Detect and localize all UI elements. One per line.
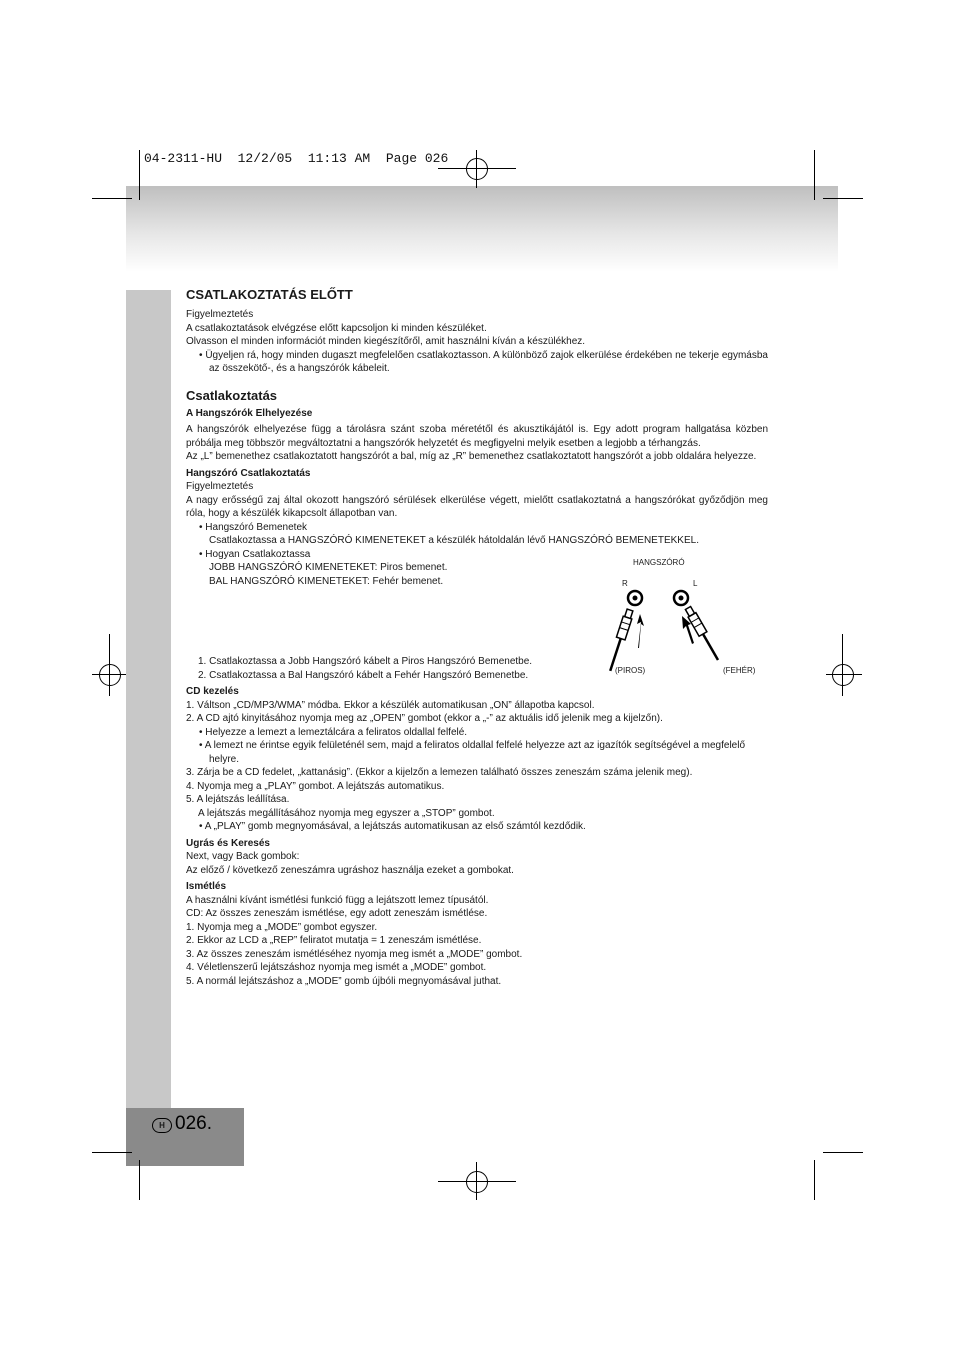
warning-label: Figyelmeztetés [186, 309, 254, 320]
figure-title: HANGSZÓRÓ [633, 558, 685, 567]
bullet-item: • Hogyan Csatlakoztassa [199, 548, 311, 560]
paragraph: A használni kívánt ismétlési funkció függ a lejátszott lemez típusától. [186, 894, 489, 906]
subsection-title-skip: Ugrás és Keresés [186, 837, 270, 849]
numbered-step: 5. A normál lejátszáshoz a „MODE” gomb újbóli megnyomásával juthat. [186, 975, 502, 987]
section-title-before-connecting: CSATLAKOZTATÁS ELŐTT [186, 287, 353, 302]
numbered-step: 5. A lejátszás leállítása. [186, 794, 290, 805]
numbered-step: 3. Zárja be a CD fedelet, „kattanásig”. (Ekkor a kijelzőn a lemezen található összes zeneszám száma jelenik meg). [186, 767, 693, 778]
subsection-title-repeat: Ismétlés [186, 881, 227, 892]
numbered-step: 2. Csatlakoztassa a Bal Hangszóró kábelt a Fehér Hangszóró Bemenetbe. [198, 669, 529, 681]
numbered-step: 1. Nyomja meg a „MODE” gombot egyszer. [186, 921, 378, 933]
r-plug-icon [606, 609, 634, 673]
header-gradient-band [126, 186, 838, 272]
arrow-up-icon [637, 614, 644, 648]
bullet-item: • A „PLAY” gomb megnyomásával, a lejátszás automatikusan az első számtól kezdődik. [199, 821, 586, 832]
paragraph: Olvasson el minden információt minden kiegészítőről, amit használni kíván a készülékhez. [186, 336, 586, 347]
paragraph: CD: Az összes zeneszám ismétlése, egy adott zeneszám ismétlése. [186, 908, 488, 919]
figure-caption-red: (PIROS) [615, 666, 646, 675]
bullet-item: • A lemezt ne érintse egyik felületénél sem, majd a feliratos oldallal felfelé helyezze azt az igazítók segítségével a megfelelő helyre. [199, 740, 746, 765]
rca-plugs-illustration [588, 552, 778, 680]
numbered-step: 3. Az összes zeneszám ismétléséhez nyomja meg ismét a „MODE” gombot. [186, 948, 523, 960]
numbered-step: 1. Csatlakoztassa a Jobb Hangszóró kábelt a Piros Hangszóró Bemenetbe. [198, 656, 533, 667]
subsection-title: A Hangszórók Elhelyezése [186, 407, 313, 419]
figure-letter-l: L [693, 579, 698, 588]
paragraph: A nagy erősségű zaj által okozott hangszóró sérülések elkerülése végett, mielőtt csatlakoztatná a hangszórókat győződjön meg róla, hogy a készülék kikapcsolt állapotban van. [186, 494, 768, 519]
numbered-step: 2. Ekkor az LCD a „REP” feliratot mutatja = 1 zeneszám ismétlése. [186, 935, 482, 946]
paragraph: A csatlakoztatások elvégzése előtt kapcsoljon ki minden készüléket. [186, 322, 487, 334]
bullet-detail: JOBB HANGSZÓRÓ KIMENETEKET: Piros bemenet. [209, 562, 448, 573]
paragraph: Next, vagy Back gombok: [186, 851, 300, 862]
numbered-step: 2. A CD ajtó kinyitásához nyomja meg az „OPEN” gombot (ekkor a „-” az aktuális idő jelenik meg a kijelzőn). [186, 713, 663, 724]
numbered-step: 4. Véletlenszerű lejátszáshoz nyomja meg ismét a „MODE” gombot. [186, 962, 487, 973]
figure-letter-r: R [622, 579, 628, 588]
speaker-connection-figure [588, 552, 778, 680]
subsection-title-cd: CD kezelés [186, 686, 239, 697]
step-detail: A lejátszás megállításához nyomja meg egyszer a „STOP” gombot. [198, 807, 495, 819]
numbered-step: 1. Váltson „CD/MP3/WMA” módba. Ekkor a készülék automatikusan „ON” állapotba kapcsol. [186, 699, 595, 711]
side-gray-strip [126, 290, 171, 1166]
bullet-item: • Ügyeljen rá, hogy minden dugaszt megfelelően csatlakoztasson. A különböző zajok elkerülése érdekében ne tekerje egymásba az összekötő-, és a hangszórók kábeleit. [199, 349, 768, 374]
bullet-detail: Csatlakoztassa a HANGSZÓRÓ KIMENETEKET a készülék hátoldalán lévő HANGSZÓRÓ BEMENETEKKEL. [209, 535, 699, 546]
paragraph: A hangszórók elhelyezése függ a tárolásra szánt szoba méretétől és akusztikájától is. Egy adott program hallgatása közben próbálja meg többször megváltoztatni a hangszórók helyzetét és megfigyelni melyik esetben a legjobb a térhangzás. [186, 424, 768, 449]
bullet-item: • Helyezze a lemezt a lemeztálcára a feliratos oldallal felfelé. [199, 726, 468, 738]
bullet-item: • Hangszóró Bemenetek [199, 521, 308, 533]
numbered-step: 4. Nyomja meg a „PLAY” gombot. A lejátszás automatikus. [186, 780, 445, 792]
bullet-detail: BAL HANGSZÓRÓ KIMENETEKET: Fehér bemenet. [209, 575, 444, 587]
language-badge-icon: H [152, 1118, 172, 1133]
paragraph: Az „L” bemenethez csatlakoztatott hangszórót a bal, míg az „R” bemenethez csatlakoztatott hangszórót a jobb oldalára helyezze. [186, 451, 757, 462]
figure-caption-white: (FEHÉR) [723, 666, 756, 675]
subsection-title: Hangszóró Csatlakoztatás [186, 467, 311, 479]
print-slug: 04-2311-HU 12/2/05 11:13 AM Page 026 [144, 151, 449, 166]
page-number: 026. [175, 1113, 212, 1134]
paragraph: Az előző / következő zeneszámra ugráshoz használja ezeket a gombokat. [186, 864, 514, 876]
warning-label: Figyelmeztetés [186, 481, 254, 492]
section-title-connecting: Csatlakoztatás [186, 387, 278, 403]
